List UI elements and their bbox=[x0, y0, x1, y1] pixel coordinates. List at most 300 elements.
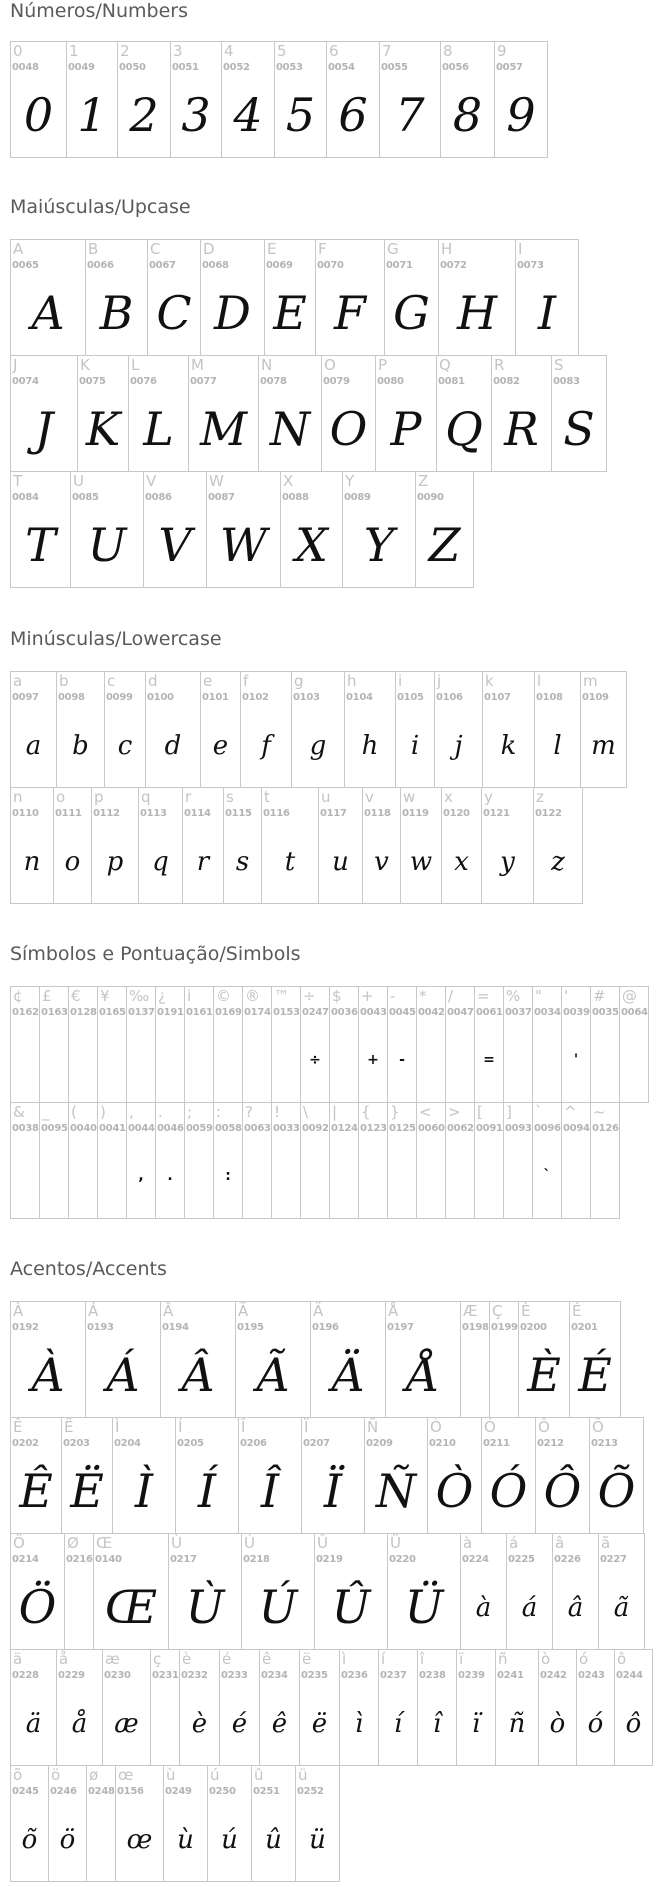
glyph-label: Ô bbox=[538, 1418, 550, 1436]
glyph-label: a bbox=[13, 672, 23, 690]
glyph-code: 0117 bbox=[320, 808, 347, 819]
glyph-label: I bbox=[518, 240, 523, 258]
glyph-sample: ö bbox=[59, 1825, 76, 1855]
glyph-label: é bbox=[222, 1650, 232, 1668]
glyph-cell bbox=[590, 1102, 620, 1219]
glyph-code: 0233 bbox=[221, 1670, 248, 1681]
glyph-cell bbox=[280, 471, 343, 588]
glyph-code: 0125 bbox=[389, 1123, 416, 1134]
glyph-label: f bbox=[243, 672, 249, 690]
glyph-sample: : bbox=[225, 1168, 231, 1184]
glyph-code: 0101 bbox=[202, 692, 229, 703]
glyph-code: 0199 bbox=[491, 1322, 518, 1333]
glyph-label: w bbox=[403, 788, 416, 806]
glyph-label: # bbox=[593, 987, 606, 1005]
glyph-code: 0033 bbox=[273, 1123, 300, 1134]
glyph-code: 0226 bbox=[554, 1554, 581, 1565]
glyph-code: 0194 bbox=[162, 1322, 189, 1333]
glyph-sample: O bbox=[329, 402, 368, 456]
glyph-cell bbox=[145, 671, 201, 788]
glyph-code: 0203 bbox=[63, 1438, 90, 1449]
glyph-sample: F bbox=[334, 286, 366, 340]
glyph-label: ~ bbox=[593, 1103, 606, 1121]
glyph-sample: 1 bbox=[77, 88, 107, 142]
glyph-label: ¥ bbox=[100, 987, 110, 1005]
glyph-cell bbox=[85, 239, 148, 356]
glyph-label: Ç bbox=[492, 1302, 503, 1320]
glyph-sample: H bbox=[456, 286, 498, 340]
glyph-code: 0207 bbox=[303, 1438, 330, 1449]
glyph-code: 0040 bbox=[70, 1123, 97, 1134]
glyph-label: p bbox=[94, 788, 104, 806]
glyph-label: € bbox=[71, 987, 81, 1005]
glyph-code: 0112 bbox=[93, 808, 120, 819]
glyph-cell bbox=[532, 1102, 562, 1219]
glyph-sample: d bbox=[164, 731, 182, 761]
glyph-cell bbox=[358, 1102, 388, 1219]
glyph-cell bbox=[619, 986, 649, 1103]
glyph-sample: N bbox=[269, 402, 311, 456]
glyph-code: 0068 bbox=[202, 260, 229, 271]
glyph-code: 0231 bbox=[152, 1670, 179, 1681]
glyph-label: , bbox=[129, 1103, 134, 1121]
glyph-label: 3 bbox=[173, 42, 183, 60]
glyph-cell bbox=[68, 986, 98, 1103]
glyph-cell bbox=[416, 1102, 446, 1219]
glyph-code: 0220 bbox=[389, 1554, 416, 1565]
glyph-sample: U bbox=[87, 518, 127, 572]
glyph-code: 0162 bbox=[12, 1007, 39, 1018]
glyph-sample: î bbox=[432, 1709, 442, 1739]
glyph-code: 0063 bbox=[244, 1123, 271, 1134]
glyph-code: 0037 bbox=[505, 1007, 532, 1018]
glyph-code: 0123 bbox=[360, 1123, 387, 1134]
glyph-cell bbox=[207, 1765, 252, 1882]
glyph-cell bbox=[259, 1649, 300, 1766]
glyph-cell bbox=[614, 1649, 653, 1766]
glyph-code: 0074 bbox=[12, 376, 39, 387]
glyph-sample: 6 bbox=[338, 88, 368, 142]
glyph-sample: C bbox=[156, 286, 192, 340]
glyph-label: â bbox=[555, 1534, 565, 1552]
glyph-code: 0043 bbox=[360, 1007, 387, 1018]
glyph-label: v bbox=[365, 788, 374, 806]
glyph-cell bbox=[61, 1417, 113, 1534]
glyph-label: Î bbox=[241, 1418, 246, 1436]
glyph-sample: ò bbox=[549, 1709, 566, 1739]
glyph-label: + bbox=[361, 987, 374, 1005]
glyph-label: ø bbox=[89, 1766, 99, 1784]
glyph-label: m bbox=[583, 672, 598, 690]
glyph-label: É bbox=[572, 1302, 582, 1320]
glyph-code: 0097 bbox=[12, 692, 39, 703]
glyph-label: R bbox=[494, 356, 505, 374]
glyph-code: 0089 bbox=[344, 492, 371, 503]
glyph-cell bbox=[506, 1533, 553, 1650]
glyph-cell bbox=[474, 1102, 504, 1219]
glyph-cell bbox=[53, 787, 92, 904]
glyph-label: Æ bbox=[463, 1302, 478, 1320]
glyph-code: 0163 bbox=[41, 1007, 68, 1018]
glyph-sample: Q bbox=[445, 402, 483, 456]
glyph-code: 0078 bbox=[260, 376, 287, 387]
glyph-cell bbox=[598, 1533, 645, 1650]
glyph-cell bbox=[482, 671, 535, 788]
glyph-label: t bbox=[264, 788, 270, 806]
glyph-label: F bbox=[318, 240, 327, 258]
glyph-code: 0103 bbox=[293, 692, 320, 703]
glyph-cell bbox=[379, 41, 441, 158]
glyph-sample: . bbox=[167, 1168, 173, 1184]
glyph-label: [ bbox=[477, 1103, 483, 1121]
section-title: Números/Numbers bbox=[10, 0, 188, 22]
glyph-code: 0252 bbox=[297, 1786, 324, 1797]
glyph-sample: Õ bbox=[597, 1464, 636, 1518]
glyph-label: ü bbox=[298, 1766, 308, 1784]
glyph-cell bbox=[314, 1533, 388, 1650]
glyph-code: 0073 bbox=[517, 260, 544, 271]
glyph-label: ÷ bbox=[303, 987, 316, 1005]
glyph-label: Á bbox=[88, 1302, 99, 1320]
glyph-code: 0104 bbox=[346, 692, 373, 703]
glyph-code: 0053 bbox=[276, 62, 303, 73]
glyph-cell bbox=[561, 1102, 591, 1219]
glyph-cell bbox=[438, 239, 516, 356]
glyph-label: õ bbox=[13, 1766, 23, 1784]
glyph-code: 0090 bbox=[417, 492, 444, 503]
glyph-label: Ê bbox=[13, 1418, 23, 1436]
glyph-cell bbox=[168, 1533, 242, 1650]
glyph-code: 0091 bbox=[476, 1123, 503, 1134]
glyph-cell bbox=[445, 986, 475, 1103]
glyph-sample: P bbox=[390, 402, 422, 456]
glyph-label: 7 bbox=[382, 42, 392, 60]
glyph-cell bbox=[93, 1533, 169, 1650]
glyph-label: Í bbox=[178, 1418, 183, 1436]
glyph-sample: t bbox=[284, 847, 296, 877]
glyph-sample: Ì bbox=[134, 1464, 154, 1518]
glyph-sample: Z bbox=[428, 518, 461, 572]
glyph-code: 0044 bbox=[128, 1123, 155, 1134]
glyph-cell bbox=[384, 239, 439, 356]
glyph-cell bbox=[538, 1649, 577, 1766]
glyph-sample: E bbox=[273, 286, 307, 340]
glyph-cell bbox=[474, 986, 504, 1103]
glyph-code: 0055 bbox=[381, 62, 408, 73]
glyph-cell bbox=[188, 355, 259, 472]
glyph-label: Ã bbox=[238, 1302, 249, 1320]
glyph-label: S bbox=[554, 356, 564, 374]
glyph-label: 6 bbox=[329, 42, 339, 60]
glyph-cell bbox=[68, 1102, 98, 1219]
glyph-cell bbox=[301, 1417, 365, 1534]
glyph-code: 0077 bbox=[190, 376, 217, 387]
glyph-sample: œ bbox=[126, 1825, 153, 1855]
section-upcase bbox=[10, 196, 660, 596]
glyph-code: 0192 bbox=[12, 1322, 39, 1333]
glyph-code: 0211 bbox=[483, 1438, 510, 1449]
glyph-label: Ö bbox=[13, 1534, 25, 1552]
glyph-code: 0238 bbox=[419, 1670, 446, 1681]
glyph-sample: ô bbox=[625, 1709, 642, 1739]
glyph-cell bbox=[97, 1102, 127, 1219]
glyph-label: Q bbox=[439, 356, 451, 374]
glyph-cell bbox=[318, 787, 363, 904]
glyph-cell bbox=[10, 1533, 65, 1650]
glyph-code: 0122 bbox=[535, 808, 562, 819]
glyph-code: 0086 bbox=[145, 492, 172, 503]
glyph-label: è bbox=[182, 1650, 192, 1668]
glyph-cell bbox=[495, 1649, 539, 1766]
glyph-label: % bbox=[506, 987, 521, 1005]
glyph-cell bbox=[238, 1417, 302, 1534]
glyph-label: ú bbox=[210, 1766, 220, 1784]
glyph-cell bbox=[427, 1417, 482, 1534]
glyph-label: V bbox=[146, 472, 157, 490]
glyph-cell bbox=[70, 471, 144, 588]
glyph-cell bbox=[300, 1102, 330, 1219]
glyph-code: 0174 bbox=[244, 1007, 271, 1018]
glyph-cell bbox=[160, 1301, 236, 1418]
glyph-label: Å bbox=[388, 1302, 399, 1320]
glyph-label: | bbox=[332, 1103, 338, 1121]
glyph-sample: â bbox=[567, 1593, 584, 1623]
glyph-label: ` bbox=[535, 1103, 543, 1121]
glyph-label: b bbox=[59, 672, 69, 690]
section-title: Minúsculas/Lowercase bbox=[10, 628, 222, 650]
glyph-cell bbox=[10, 671, 57, 788]
glyph-code: 0096 bbox=[534, 1123, 561, 1134]
glyph-cell bbox=[223, 787, 262, 904]
section-accents bbox=[10, 1258, 660, 1887]
glyph-code: 0064 bbox=[621, 1007, 648, 1018]
glyph-label: H bbox=[441, 240, 453, 258]
glyph-code: 0084 bbox=[12, 492, 39, 503]
glyph-label: Ñ bbox=[367, 1418, 379, 1436]
glyph-cell bbox=[387, 1102, 417, 1219]
glyph-sample: q bbox=[152, 847, 169, 877]
glyph-label: ò bbox=[541, 1650, 551, 1668]
glyph-cell bbox=[85, 1301, 161, 1418]
glyph-code: 0070 bbox=[317, 260, 344, 271]
glyph-code: 0119 bbox=[402, 808, 429, 819]
glyph-sample: í bbox=[393, 1709, 403, 1739]
glyph-label: / bbox=[448, 987, 454, 1005]
glyph-sample: Ô bbox=[543, 1464, 582, 1518]
glyph-cell bbox=[291, 671, 345, 788]
glyph-sample: Ä bbox=[331, 1348, 365, 1402]
glyph-sample: ó bbox=[587, 1709, 604, 1739]
glyph-label: k bbox=[485, 672, 494, 690]
glyph-code: 0197 bbox=[387, 1322, 414, 1333]
glyph-cell bbox=[10, 239, 86, 356]
glyph-cell bbox=[310, 1301, 386, 1418]
glyph-code: 0191 bbox=[157, 1007, 184, 1018]
glyph-cell bbox=[315, 239, 385, 356]
glyph-cell bbox=[56, 1649, 103, 1766]
glyph-label: ô bbox=[617, 1650, 627, 1668]
glyph-sample: Œ bbox=[104, 1580, 158, 1634]
glyph-label: ! bbox=[274, 1103, 281, 1121]
glyph-sample: , bbox=[138, 1168, 144, 1184]
glyph-code: 0067 bbox=[149, 260, 176, 271]
glyph-code: 0071 bbox=[386, 260, 413, 271]
glyph-sample: m bbox=[591, 731, 616, 761]
glyph-sample: A bbox=[31, 286, 65, 340]
glyph-cell bbox=[261, 787, 319, 904]
glyph-label: P bbox=[378, 356, 388, 374]
glyph-sample: z bbox=[551, 847, 565, 877]
glyph-code: 0069 bbox=[266, 260, 293, 271]
glyph-cell bbox=[503, 1102, 533, 1219]
glyph-cell bbox=[155, 1102, 185, 1219]
glyph-sample: Ê bbox=[19, 1464, 53, 1518]
glyph-code: 0080 bbox=[377, 376, 404, 387]
glyph-label: © bbox=[216, 987, 231, 1005]
glyph-sample: Â bbox=[181, 1348, 215, 1402]
glyph-label: Û bbox=[317, 1534, 328, 1552]
glyph-cell bbox=[64, 1533, 94, 1650]
glyph-code: 0246 bbox=[50, 1786, 77, 1797]
glyph-cell bbox=[590, 986, 620, 1103]
glyph-label: ù bbox=[166, 1766, 176, 1784]
glyph-label: M bbox=[191, 356, 204, 374]
glyph-code: 0137 bbox=[128, 1007, 155, 1018]
glyph-cell bbox=[491, 355, 552, 472]
glyph-code: 0234 bbox=[261, 1670, 288, 1681]
glyph-code: 0156 bbox=[117, 1786, 144, 1797]
glyph-code: 0111 bbox=[55, 808, 82, 819]
glyph-label: O bbox=[324, 356, 336, 374]
glyph-cell bbox=[200, 671, 241, 788]
glyph-sample: 9 bbox=[506, 88, 536, 142]
glyph-cell bbox=[561, 986, 591, 1103]
glyph-label: Â bbox=[163, 1302, 174, 1320]
glyph-label: ; bbox=[187, 1103, 193, 1121]
glyph-sample: Ñ bbox=[375, 1464, 417, 1518]
glyph-sample: l bbox=[553, 731, 562, 761]
glyph-code: 0193 bbox=[87, 1322, 114, 1333]
glyph-sample: ù bbox=[177, 1825, 194, 1855]
glyph-cell bbox=[339, 1649, 379, 1766]
glyph-cell bbox=[441, 787, 482, 904]
glyph-sample: o bbox=[64, 847, 81, 877]
glyph-code: 0114 bbox=[184, 808, 211, 819]
glyph-label: E bbox=[267, 240, 277, 258]
glyph-sample: L bbox=[143, 402, 174, 456]
glyph-code: 0202 bbox=[12, 1438, 39, 1449]
glyph-sample: ê bbox=[271, 1709, 288, 1739]
glyph-cell bbox=[400, 787, 442, 904]
glyph-cell bbox=[10, 1417, 62, 1534]
glyph-label: Ï bbox=[304, 1418, 309, 1436]
glyph-label: ñ bbox=[498, 1650, 508, 1668]
glyph-cell bbox=[258, 355, 322, 472]
glyph-code: 0212 bbox=[537, 1438, 564, 1449]
glyph-code: 0153 bbox=[273, 1007, 300, 1018]
section-lowercase bbox=[10, 628, 660, 908]
glyph-sample: 5 bbox=[285, 88, 316, 142]
glyph-sample: w bbox=[409, 847, 433, 877]
glyph-label: & bbox=[13, 1103, 25, 1121]
glyph-label: à bbox=[463, 1534, 473, 1552]
glyph-sample: X bbox=[295, 518, 328, 572]
glyph-code: 0213 bbox=[591, 1438, 618, 1449]
glyph-cell bbox=[10, 787, 54, 904]
glyph-sample: p bbox=[106, 847, 124, 877]
glyph-sample: ' bbox=[573, 1052, 579, 1068]
glyph-label: ® bbox=[245, 987, 260, 1005]
glyph-code: 0128 bbox=[70, 1007, 97, 1018]
glyph-label: u bbox=[321, 788, 331, 806]
glyph-sample: 3 bbox=[181, 88, 211, 142]
glyph-cell bbox=[415, 471, 474, 588]
glyph-code: 0210 bbox=[429, 1438, 456, 1449]
glyph-cell bbox=[440, 41, 495, 158]
glyph-cell bbox=[179, 1649, 220, 1766]
glyph-cell bbox=[417, 1649, 457, 1766]
glyph-sample: 4 bbox=[233, 88, 263, 142]
glyph-label: q bbox=[141, 788, 151, 806]
glyph-label: 4 bbox=[224, 42, 234, 60]
glyph-cell bbox=[436, 355, 492, 472]
glyph-label: _ bbox=[42, 1103, 50, 1121]
glyph-code: 0200 bbox=[520, 1322, 547, 1333]
glyph-label: N bbox=[261, 356, 273, 374]
glyph-sample: V bbox=[158, 518, 192, 572]
glyph-cell bbox=[358, 986, 388, 1103]
glyph-cell bbox=[126, 1102, 156, 1219]
glyph-label: J bbox=[13, 356, 18, 374]
glyph-label: ¢ bbox=[13, 987, 23, 1005]
glyph-label: n bbox=[13, 788, 23, 806]
glyph-cell bbox=[535, 1417, 590, 1534]
glyph-label: ¿ bbox=[158, 987, 166, 1005]
glyph-label: í bbox=[381, 1650, 386, 1668]
glyph-cell bbox=[221, 41, 275, 158]
glyph-code: 0072 bbox=[440, 260, 467, 271]
glyph-cell bbox=[589, 1417, 644, 1534]
glyph-code: 0034 bbox=[534, 1007, 561, 1018]
glyph-label: G bbox=[387, 240, 399, 258]
glyph-code: 0041 bbox=[99, 1123, 126, 1134]
glyph-label: 2 bbox=[120, 42, 130, 60]
glyph-grid bbox=[10, 41, 610, 157]
glyph-code: 0035 bbox=[592, 1007, 619, 1018]
glyph-code: 0095 bbox=[41, 1123, 68, 1134]
glyph-label: g bbox=[294, 672, 304, 690]
glyph-cell bbox=[271, 1102, 301, 1219]
glyph-code: 0105 bbox=[397, 692, 424, 703]
glyph-cell bbox=[102, 1649, 151, 1766]
glyph-label: = bbox=[477, 987, 490, 1005]
glyph-code: 0251 bbox=[253, 1786, 280, 1797]
glyph-code: 0098 bbox=[58, 692, 85, 703]
glyph-sample: ü bbox=[309, 1825, 326, 1855]
glyph-code: 0110 bbox=[12, 808, 39, 819]
glyph-cell bbox=[271, 986, 301, 1103]
glyph-code: 0092 bbox=[302, 1123, 329, 1134]
glyph-sample: I bbox=[537, 286, 557, 340]
glyph-code: 0243 bbox=[578, 1670, 605, 1681]
glyph-sample: À bbox=[31, 1348, 65, 1402]
glyph-sample: x bbox=[454, 847, 469, 877]
glyph-cell bbox=[481, 787, 534, 904]
glyph-label: œ bbox=[118, 1766, 134, 1784]
glyph-sample: á bbox=[521, 1593, 538, 1623]
glyph-cell bbox=[213, 986, 243, 1103]
glyph-label: < bbox=[419, 1103, 432, 1121]
